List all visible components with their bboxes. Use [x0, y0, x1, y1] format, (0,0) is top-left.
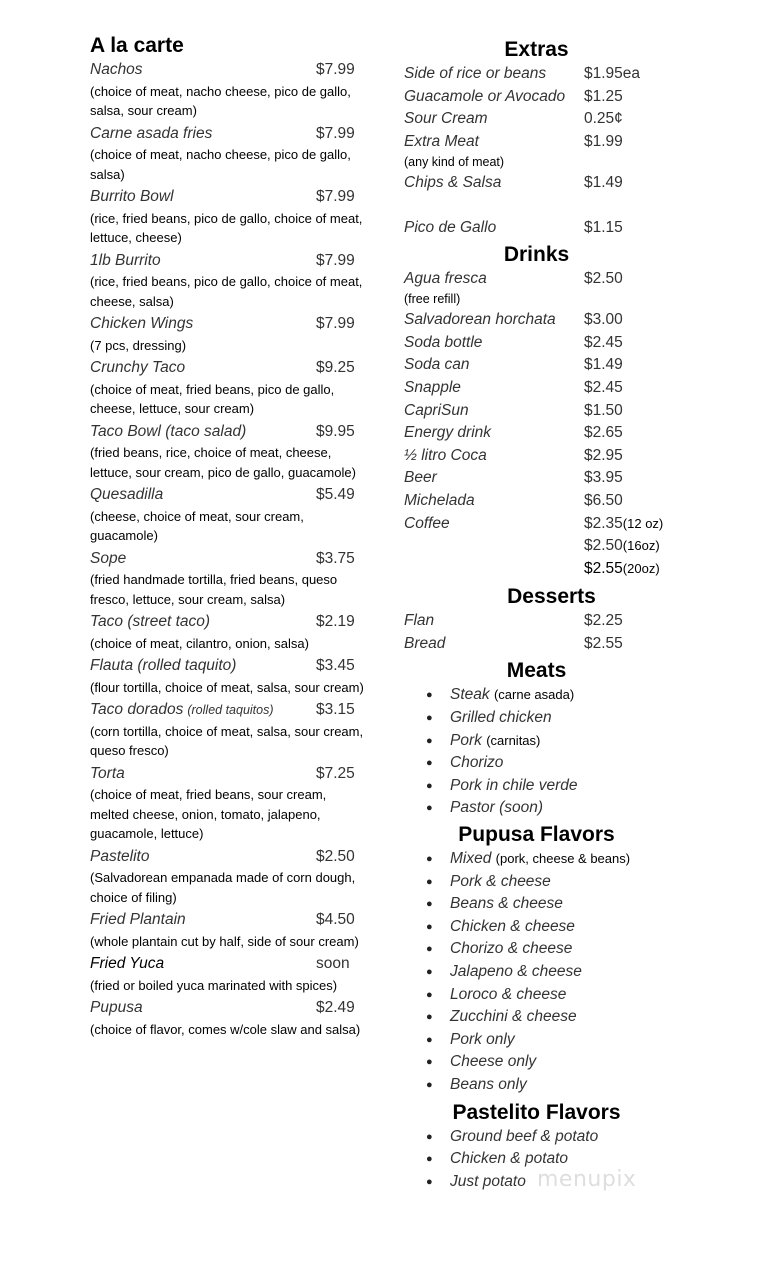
item-row: [90, 953, 365, 976]
item-description: (7 pcs, dressing): [90, 337, 187, 353]
item-name: Soda bottle: [404, 333, 483, 351]
bullet-item: [426, 1006, 704, 1029]
item-name: Cheese only: [450, 1053, 537, 1071]
item-name: Chips & Salsa: [404, 174, 502, 192]
item-price: $1.50: [584, 401, 623, 419]
menu-item: [404, 217, 704, 240]
item-price: $7.99: [316, 251, 355, 269]
item-name: Taco Bowl (taco salad): [90, 422, 247, 440]
item-price: $2.55(20oz): [584, 559, 660, 577]
right-column: [404, 36, 704, 1193]
bullet-icon: ●: [426, 988, 433, 1001]
watermark-logo: menupix: [537, 1167, 637, 1192]
item-description: (choice of flavor, comes w/cole slaw and salsa): [90, 1021, 361, 1037]
item-note: (carne asada): [493, 687, 575, 703]
item-price: $2.55: [584, 634, 623, 652]
bullet-item: [426, 984, 704, 1007]
item-name: Chicken Wings: [90, 315, 194, 332]
spacer: [404, 195, 704, 217]
menu-item: [404, 309, 704, 332]
item-name: Snapple: [404, 378, 461, 396]
bullet-icon: ●: [426, 966, 433, 978]
item-name: Coffee: [404, 514, 450, 532]
item-row: [90, 484, 365, 507]
item-name: Pork only: [450, 1030, 515, 1048]
bullet-icon: ●: [426, 943, 433, 956]
item-name: Pastor (soon): [450, 799, 544, 817]
extras-title: Extras: [504, 38, 569, 61]
item-name: Sope: [90, 549, 127, 567]
item-name: Guacamole or Avocado: [404, 87, 566, 105]
item-row: [90, 909, 365, 932]
item-price: $1.95ea: [584, 65, 641, 82]
item-price: $1.25: [584, 87, 623, 105]
bullet-item: [426, 1051, 704, 1074]
menu-item: [404, 354, 704, 377]
bullet-icon: ●: [426, 734, 433, 747]
menu-item: [90, 953, 365, 995]
item-name: Beer: [404, 469, 437, 487]
menu-item: [404, 172, 704, 195]
a-la-carte-list: [90, 59, 365, 1039]
menu-item: [404, 445, 704, 468]
item-name: Flauta (rolled taquito): [90, 657, 237, 674]
item-description: (fried beans, rice, choice of meat, cheese, lettuce, sour cream, pico de gallo, guacamole): [90, 445, 356, 480]
menu-item: [90, 763, 365, 844]
item-name: Extra Meat: [404, 132, 479, 150]
menu-item: [90, 357, 365, 419]
item-price: $1.15: [584, 218, 623, 236]
pastelito-flavors-title: Pastelito Flavors: [452, 1100, 621, 1124]
item-description: (cheese, choice of meat, sour cream, guacamole): [90, 508, 304, 543]
item-description: (flour tortilla, choice of meat, salsa, sour cream): [90, 679, 364, 695]
item-name: Chorizo: [450, 754, 504, 772]
item-note: (carnitas): [486, 732, 541, 748]
menu-item: [404, 332, 704, 355]
item-name: Torta: [90, 764, 125, 782]
item-price: $7.99: [316, 188, 355, 205]
item-row: [90, 846, 365, 869]
menu-item: [404, 108, 704, 131]
item-name: Pupusa: [90, 999, 143, 1016]
item-name: Chicken & cheese: [450, 917, 575, 935]
item-name: Steak: [450, 686, 490, 704]
item-price: $1.49: [584, 356, 623, 374]
item-name: Mixed: [450, 850, 492, 868]
bullet-item: [426, 707, 704, 730]
menu-item: [404, 268, 704, 291]
menu-item: [404, 131, 704, 154]
bullet-item: [426, 797, 704, 820]
item-price: $1.49: [584, 174, 623, 192]
item-description: (choice of meat, nacho cheese, pico de gallo, salsa, sour cream): [90, 83, 351, 118]
item-price: $7.99: [316, 124, 355, 142]
item-price: $9.25: [316, 359, 355, 376]
item-description: (choice of meat, cilantro, onion, salsa): [90, 635, 309, 651]
item-note: (pork, cheese & beans): [495, 851, 631, 867]
bullet-item: [426, 684, 704, 707]
item-name: Beans & cheese: [450, 895, 563, 913]
item-price: $3.45: [316, 657, 355, 674]
bullet-item: [426, 961, 704, 984]
menu-item: [404, 467, 704, 490]
item-description: (choice of meat, nacho cheese, pico de gallo, salsa): [90, 147, 351, 182]
item-name: Loroco & cheese: [450, 985, 567, 1003]
menu-item-coffee: [404, 513, 704, 536]
bullet-icon: ●: [426, 920, 433, 933]
item-row: [90, 611, 365, 634]
item-description: (rice, fried beans, pico de gallo, choice of meat, lettuce, cheese): [90, 210, 363, 245]
item-description: (rice, fried beans, pico de gallo, choice of meat, cheese, salsa): [90, 274, 363, 309]
item-name: Chorizo & cheese: [450, 940, 573, 958]
bullet-icon: ●: [426, 1033, 433, 1046]
desserts-title: Desserts: [507, 585, 596, 609]
item-name: Pork: [450, 731, 482, 749]
menu-item: [404, 490, 704, 513]
item-name: Beans only: [450, 1075, 527, 1093]
menu-item: [90, 655, 365, 697]
item-name: Energy drink: [404, 424, 492, 442]
item-name: Bread: [404, 634, 446, 652]
item-price: $7.99: [316, 315, 355, 332]
item-price: $2.35(12 oz): [584, 514, 664, 532]
pupusa-flavors-title: Pupusa Flavors: [458, 823, 615, 847]
item-row: [90, 186, 365, 209]
bullet-item: [426, 871, 704, 894]
bullet-icon: ●: [426, 1056, 433, 1069]
drinks-list: [404, 268, 704, 581]
item-price: $2.49: [316, 999, 355, 1016]
item-description: (corn tortilla, choice of meat, salsa, sour cream, queso fresco): [90, 723, 364, 758]
item-name: ½ litro Coca: [404, 446, 487, 464]
extras-list: [404, 63, 704, 240]
item-name: Salvadorean horchata: [404, 311, 556, 329]
item-name: Fried Plantain: [90, 911, 186, 928]
item-price: $7.25: [316, 764, 355, 782]
item-name: Soda can: [404, 356, 470, 374]
menu-item: [90, 186, 365, 248]
item-row: [90, 997, 365, 1020]
item-name: Michelada: [404, 491, 475, 509]
bullet-icon: ●: [426, 1130, 433, 1143]
item-name: Side of rice or beans: [404, 65, 547, 82]
menu-item: [90, 123, 365, 185]
item-price: $2.50: [584, 269, 623, 287]
menu-item: [404, 422, 704, 445]
a-la-carte-title: A la carte: [90, 34, 184, 57]
menu-item: [90, 313, 365, 355]
item-row: [90, 313, 365, 336]
item-name: CapriSun: [404, 401, 469, 419]
item-name: Chicken & potato: [450, 1150, 569, 1168]
menu-item: [404, 400, 704, 423]
menu-item: [90, 699, 365, 761]
bullet-icon: ●: [426, 853, 433, 866]
item-price: $2.45: [584, 378, 623, 396]
meats-title: Meats: [506, 659, 567, 683]
item-description: (fried or boiled yuca marinated with spices): [90, 977, 338, 993]
item-price: $3.15: [316, 701, 355, 718]
a-la-carte-section: [90, 32, 365, 1041]
item-price: $2.50: [316, 847, 355, 865]
item-note: (rolled taquitos): [187, 703, 274, 717]
item-price: $2.95: [584, 446, 623, 464]
menu-item: [90, 909, 365, 951]
item-name: Taco dorados: [90, 701, 184, 718]
bullet-item: [426, 1126, 704, 1149]
item-price: $3.95: [584, 469, 623, 487]
menu-item: [404, 633, 704, 656]
item-price: $2.25: [584, 612, 623, 630]
menu-item: [404, 86, 704, 109]
item-description: (fried handmade tortilla, fried beans, queso fresco, lettuce, sour cream, salsa): [90, 572, 338, 607]
bullet-item: [426, 730, 704, 753]
item-price: soon: [316, 955, 350, 972]
item-price: $5.49: [316, 486, 355, 503]
item-row: [90, 763, 365, 786]
bullet-icon: ●: [426, 757, 433, 770]
item-description: (choice of meat, fried beans, sour cream, melted cheese, onion, tomato, jalapeno, guacamole, lettuce): [90, 787, 327, 841]
free-refill-note: (free refill): [404, 292, 461, 307]
item-name: Nachos: [90, 61, 143, 78]
bullet-icon: ●: [426, 802, 433, 815]
item-name: Agua fresca: [404, 269, 487, 287]
item-name: Pork & cheese: [450, 872, 551, 890]
bullet-item: [426, 938, 704, 961]
item-price: $2.19: [316, 613, 355, 630]
item-price: $3.00: [584, 311, 623, 329]
item-price: $2.50(16oz): [584, 537, 660, 555]
item-name: Pork in chile verde: [450, 776, 578, 794]
menu-item: [90, 421, 365, 483]
item-row: [90, 59, 365, 82]
item-name: Zucchini & cheese: [450, 1008, 577, 1026]
menu-item: [90, 997, 365, 1039]
menu-item: [404, 377, 704, 400]
item-price: $6.50: [584, 491, 623, 509]
pupusa-flavors-list: [404, 848, 704, 1097]
bullet-item: [426, 775, 704, 798]
coffee-size-row: [404, 558, 704, 581]
item-row: [90, 357, 365, 380]
item-row: [90, 699, 365, 722]
menu-item: [90, 250, 365, 312]
item-name: Carne asada fries: [90, 124, 213, 142]
desserts-list: [404, 610, 704, 655]
bullet-icon: ●: [426, 689, 433, 702]
bullet-icon: ●: [426, 1175, 433, 1188]
bullet-icon: ●: [426, 898, 433, 911]
item-name: Ground beef & potato: [450, 1127, 599, 1145]
item-row: [90, 123, 365, 146]
item-description: (choice of meat, fried beans, pico de gallo, cheese, lettuce, sour cream): [90, 381, 335, 416]
item-price: $2.65: [584, 424, 623, 442]
menu-item: [90, 846, 365, 908]
item-price: $2.45: [584, 333, 623, 351]
bullet-icon: ●: [426, 712, 433, 725]
item-name: Taco (street taco): [90, 613, 211, 630]
bullet-icon: ●: [426, 1078, 433, 1091]
item-row: [90, 548, 365, 571]
bullet-item: [426, 916, 704, 939]
item-name: Fried Yuca: [90, 955, 165, 972]
drinks-title: Drinks: [503, 242, 570, 266]
item-price: $4.50: [316, 911, 355, 928]
item-row: [90, 655, 365, 678]
item-price: $1.99: [584, 132, 623, 150]
item-row: [90, 421, 365, 444]
menu-item: [90, 611, 365, 653]
item-name: Grilled chicken: [450, 709, 552, 727]
item-name: Jalapeno & cheese: [450, 963, 582, 980]
menu-item: [90, 484, 365, 546]
item-price: 0.25¢: [584, 110, 623, 128]
item-price: $3.75: [316, 549, 355, 567]
item-name: Just potato: [450, 1172, 526, 1190]
bullet-icon: ●: [426, 1153, 433, 1166]
item-name: Sour Cream: [404, 110, 488, 128]
menu-item: [404, 610, 704, 633]
meats-list: [404, 684, 704, 820]
bullet-item: [426, 1029, 704, 1052]
item-row: [90, 250, 365, 273]
bullet-item: [426, 1074, 704, 1097]
menu-item: [90, 59, 365, 121]
item-name: Pico de Gallo: [404, 218, 497, 236]
item-name: Quesadilla: [90, 486, 164, 503]
bullet-icon: ●: [426, 1011, 433, 1024]
item-name: Flan: [404, 612, 435, 630]
item-name: 1lb Burrito: [90, 251, 161, 269]
menu-item: [90, 548, 365, 610]
bullet-item: [426, 893, 704, 916]
coffee-size-row: [404, 535, 704, 558]
item-description: (whole plantain cut by half, side of sour cream): [90, 933, 359, 949]
item-name: Crunchy Taco: [90, 359, 186, 376]
item-name: Pastelito: [90, 847, 150, 865]
bullet-icon: ●: [426, 875, 433, 888]
bullet-icon: ●: [426, 779, 433, 792]
menu-item: [404, 63, 704, 86]
item-price: $9.95: [316, 422, 355, 440]
bullet-item: [426, 848, 704, 871]
extra-meat-note: (any kind of meat): [404, 155, 505, 170]
bullet-item: [426, 752, 704, 775]
item-price: $7.99: [316, 61, 355, 78]
item-description: (Salvadorean empanada made of corn dough, choice of filing): [90, 870, 356, 905]
item-name: Burrito Bowl: [90, 188, 174, 205]
